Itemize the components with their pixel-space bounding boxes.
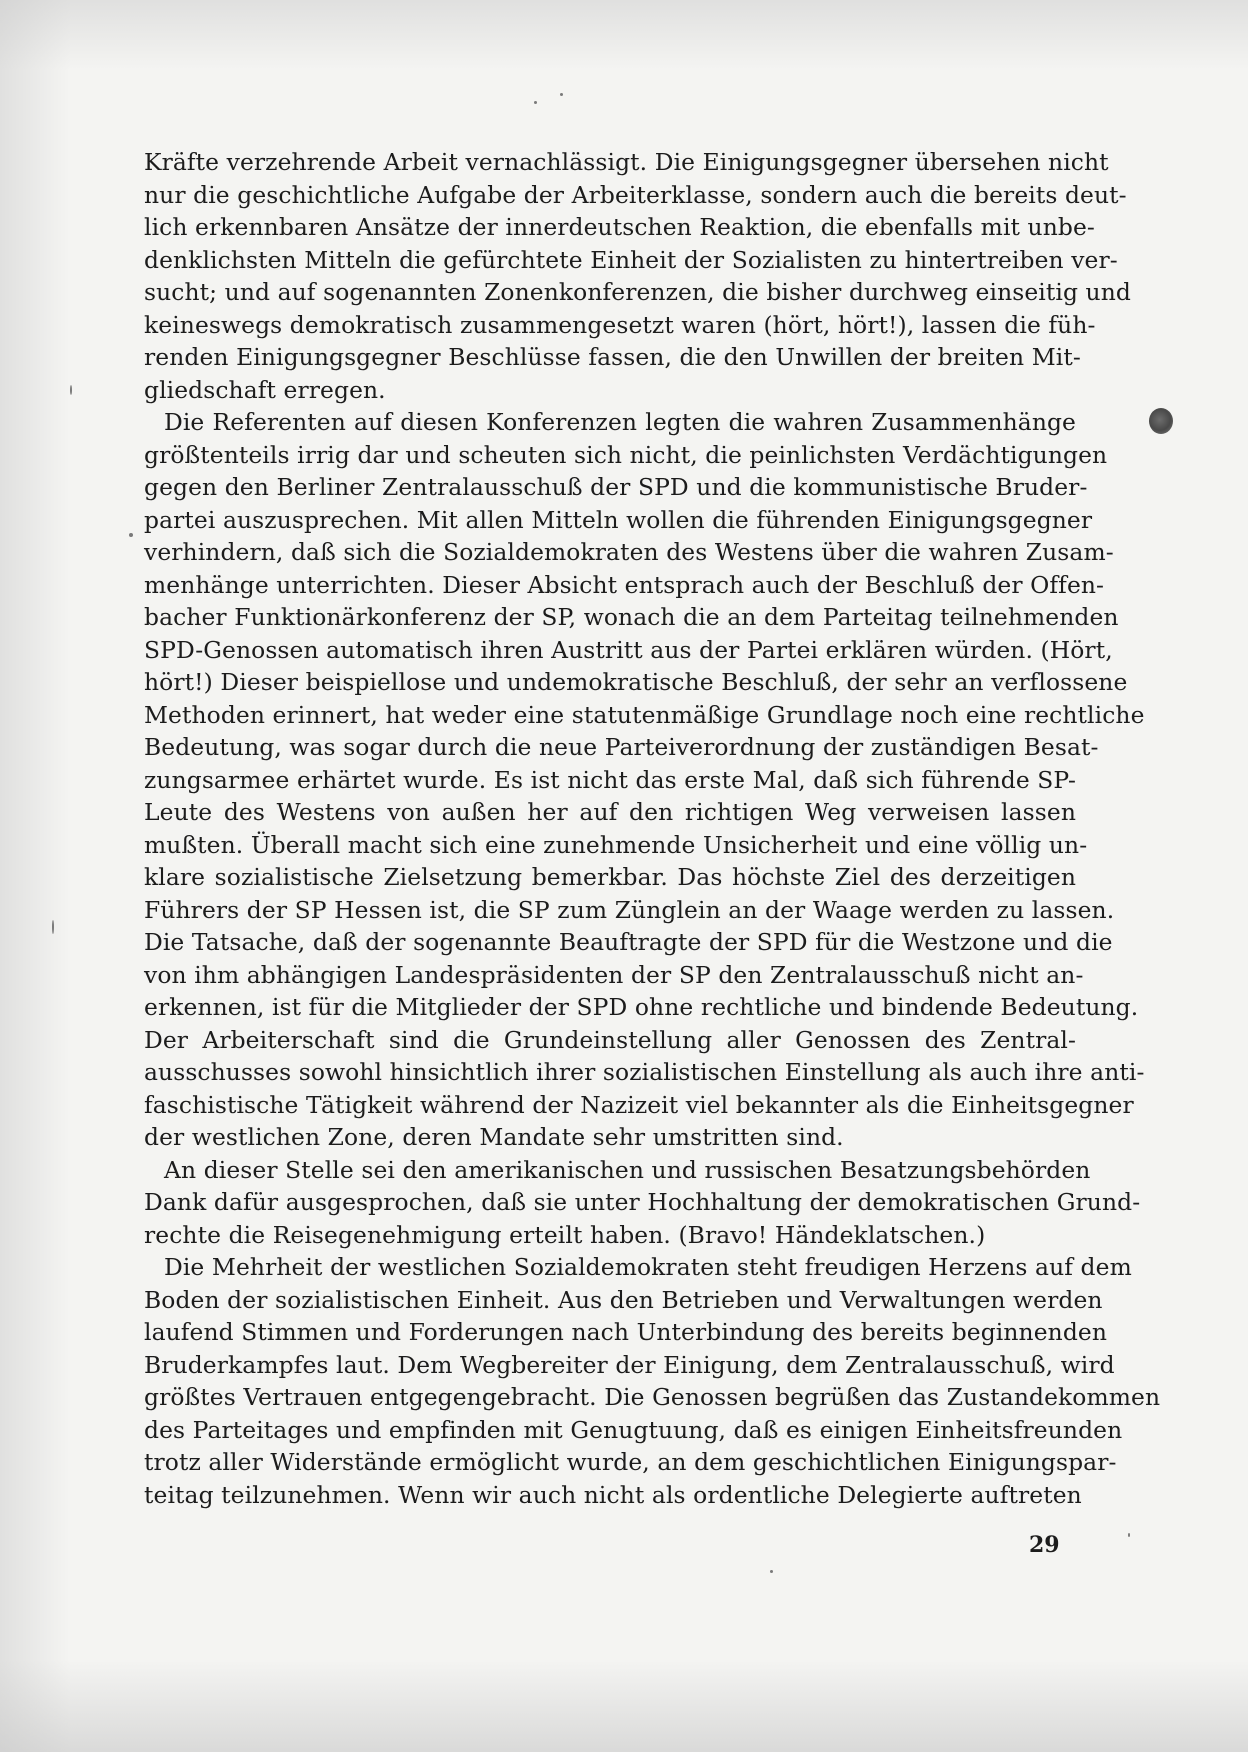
text-line: An dieser Stelle sei den amerikanischen und russischen Besatzungsbehörden	[164, 1155, 1091, 1184]
speck	[52, 920, 54, 934]
paragraph-2	[144, 406, 1145, 1154]
ink-blot	[1149, 408, 1173, 434]
speck	[534, 101, 537, 104]
speck	[129, 533, 133, 537]
text-line: Kräfte verzehrende Arbeit vernachlässigt. Die Einigungsgegner übersehen nicht	[144, 148, 1109, 176]
text-line: erkennen, ist für die Mitglieder der SPD ohne rechtliche und bindende Bedeutung.	[144, 993, 1139, 1021]
speck	[1128, 1533, 1130, 1537]
text-line: Der Arbeiterschaft sind die Grundeinstellung aller Genossen des Zentral-	[144, 1025, 1076, 1054]
text-line: keineswegs demokratisch zusammengesetzt waren (hört, hört!), lassen die füh-	[144, 310, 1096, 339]
page-number: 29	[1029, 1532, 1060, 1558]
text-line: SPD-Genossen automatisch ihren Austritt aus der Partei erklären würden. (Hört,	[144, 635, 1113, 664]
text-line: nur die geschichtliche Aufgabe der Arbeiterklasse, sondern auch die bereits deut-	[144, 180, 1127, 209]
text-line: rechte die Reisegenehmigung erteilt haben. (Bravo! Händeklatschen.)	[144, 1220, 986, 1249]
text-line: zungsarmee erhärtet wurde. Es ist nicht das erste Mal, daß sich führende SP-	[144, 765, 1076, 794]
speck	[770, 1570, 773, 1573]
text-line: der westlichen Zone, deren Mandate sehr umstritten sind.	[144, 1123, 844, 1151]
text-line: Leute des Westens von außen her auf den richtigen Weg verweisen lassen	[144, 798, 1076, 826]
text-line: Dank dafür ausgesprochen, daß sie unter Hochhaltung der demokratischen Grund-	[144, 1188, 1141, 1216]
text-line: mußten. Überall macht sich eine zunehmende Unsicherheit und eine völlig un-	[144, 830, 1088, 859]
speck	[70, 385, 72, 395]
text-line: renden Einigungsgegner Beschlüsse fassen, die den Unwillen der breiten Mit-	[144, 343, 1081, 371]
text-line: gliedschaft erregen.	[144, 375, 386, 404]
text-line: Führers der SP Hessen ist, die SP zum Zünglein an der Waage werden zu lassen.	[144, 895, 1115, 924]
text-line: größtenteils irrig dar und scheuten sich nicht, die peinlichsten Verdächtigungen	[144, 440, 1108, 469]
text-line: hört!) Dieser beispiellose und undemokratische Beschluß, der sehr an verflossene	[144, 668, 1128, 696]
text-line: menhänge unterrichten. Dieser Absicht entsprach auch der Beschluß der Offen-	[144, 570, 1105, 599]
text-line: Bedeutung, was sogar durch die neue Parteiverordnung der zuständigen Besat-	[144, 733, 1099, 761]
text-line: Boden der sozialistischen Einheit. Aus den Betrieben und Verwaltungen werden	[144, 1285, 1103, 1314]
text-line: Die Mehrheit der westlichen Sozialdemokraten steht freudigen Herzens auf dem	[164, 1253, 1132, 1281]
text-line: lich erkennbaren Ansätze der innerdeutschen Reaktion, die ebenfalls mit unbe-	[144, 213, 1095, 241]
paragraph-1	[144, 146, 1131, 406]
text-line: verhindern, daß sich die Sozialdemokraten des Westens über die wahren Zusam-	[144, 538, 1114, 566]
text-line: größtes Vertrauen entgegengebracht. Die Genossen begrüßen das Zustandekommen	[144, 1383, 1161, 1411]
text-line: laufend Stimmen und Forderungen nach Unterbindung des bereits beginnenden	[144, 1318, 1108, 1346]
text-line: denklichsten Mitteln die gefürchtete Einheit der Sozialisten zu hintertreiben ver-	[144, 245, 1118, 274]
text-line: von ihm abhängigen Landespräsidenten der SP den Zentralausschuß nicht an-	[144, 960, 1084, 989]
text-line: trotz aller Widerstände ermöglicht wurde, an dem geschichtlichen Einigungspar-	[144, 1448, 1117, 1476]
text-line: Methoden erinnert, hat weder eine statutenmäßige Grundlage noch eine rechtliche	[144, 700, 1145, 729]
text-line: teitag teilzunehmen. Wenn wir auch nicht als ordentliche Delegierte auftreten	[144, 1480, 1082, 1509]
text-line: ausschusses sowohl hinsichtlich ihrer sozialistischen Einstellung als auch ihre anti-	[144, 1058, 1145, 1086]
text-line: sucht; und auf sogenannten Zonenkonferenzen, die bisher durchweg einseitig und	[144, 278, 1131, 306]
text-line: Die Referenten auf diesen Konferenzen legten die wahren Zusammenhänge	[164, 408, 1076, 436]
text-line: bacher Funktionärkonferenz der SP, wonach die an dem Parteitag teilnehmenden	[144, 603, 1119, 631]
text-line: faschistische Tätigkeit während der Nazizeit viel bekannter als die Einheitsgegner	[144, 1090, 1134, 1119]
text-line: Die Tatsache, daß der sogenannte Beauftragte der SPD für die Westzone und die	[144, 928, 1113, 956]
text-line: klare sozialistische Zielsetzung bemerkbar. Das höchste Ziel des derzeitigen	[144, 863, 1076, 891]
text-line: partei auszusprechen. Mit allen Mitteln wollen die führenden Einigungsgegner	[144, 505, 1093, 534]
paragraph-4	[144, 1251, 1161, 1511]
text-line: gegen den Berliner Zentralausschuß der SPD und die kommunistische Bruder-	[144, 473, 1088, 501]
body-text	[144, 146, 1161, 1511]
text-line: Bruderkampfes laut. Dem Wegbereiter der Einigung, dem Zentralausschuß, wird	[144, 1350, 1115, 1379]
paragraph-3	[144, 1154, 1141, 1252]
speck	[560, 93, 563, 96]
text-line: des Parteitages und empfinden mit Genugtuung, daß es einigen Einheitsfreunden	[144, 1415, 1123, 1444]
